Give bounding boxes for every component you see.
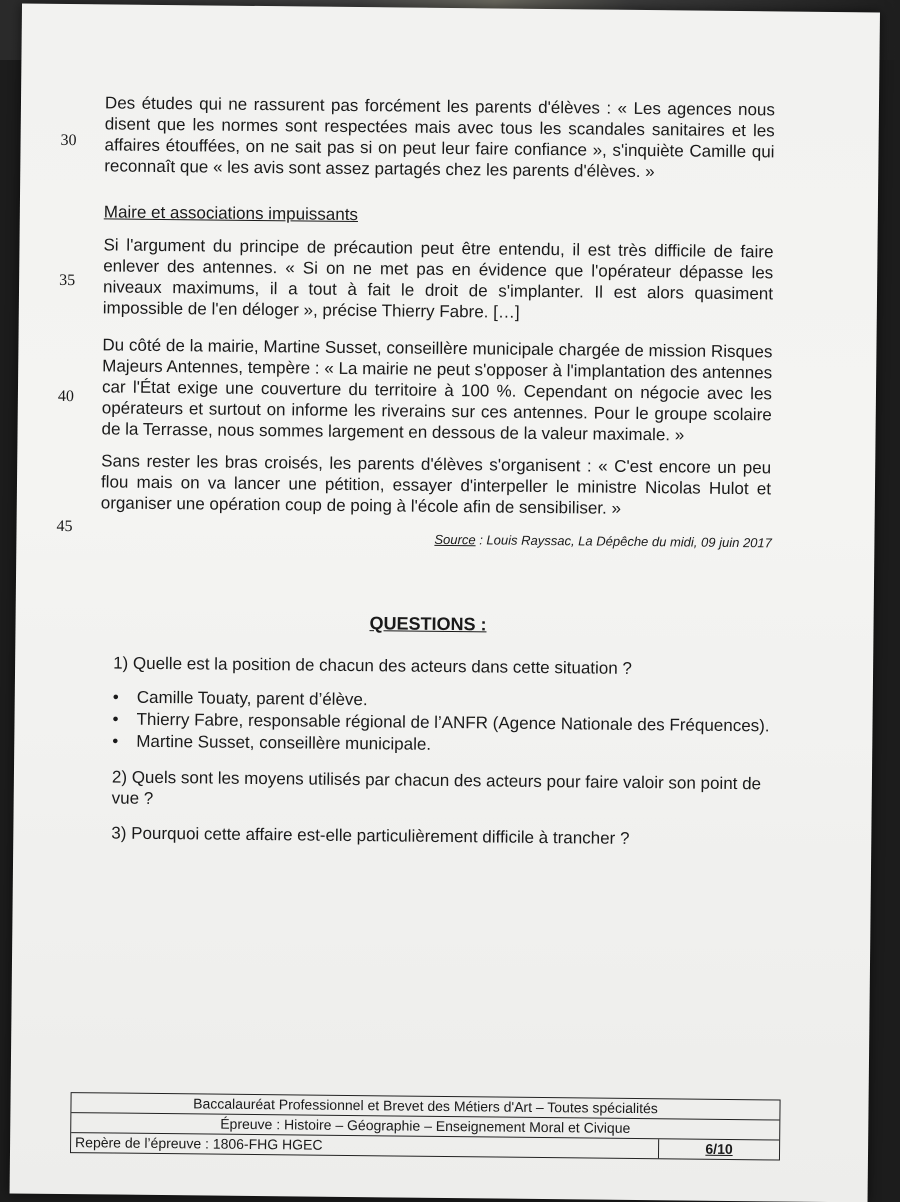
line-number: 30: [60, 131, 77, 150]
source-label: Source: [434, 531, 476, 548]
source-citation: [434, 532, 772, 551]
bullet-icon: •: [112, 687, 119, 707]
footer-epreuve: Épreuve : Histoire – Géographie – Enseignement Moral et Civique: [71, 1113, 779, 1140]
questions-heading: QUESTIONS :: [369, 613, 487, 635]
list-item: [112, 730, 431, 754]
list-item: [113, 686, 368, 710]
line-number: 35: [59, 271, 76, 290]
actor-thierry: Thierry Fabre, responsable régional de l’ANFR (Agence Nationale des Fréquences).: [136, 709, 770, 736]
line-number: 40: [57, 387, 74, 406]
paragraph-parents: Sans rester les bras croisés, les parents d'élèves s'organisent : « C'est encore un peu flou mais on va lancer une pétition, essayer d'interpeller le ministre Nicolas Hulot et organiser une opération coup de poing à l'école afin de sensibiliser. »: [100, 451, 772, 518]
line-number: 45: [56, 517, 73, 536]
source-text: : Louis Rayssac, La Dépêche du midi, 09 juin 2017: [475, 532, 772, 551]
question-3: 3) Pourquoi cette affaire est-elle particulièrement difficile à trancher ?: [111, 823, 630, 848]
exam-footer-table: [70, 1092, 781, 1160]
paragraph-precaution: Si l'argument du principe de précaution peut être entendu, il est très difficile de faire enlever des antennes. « Si on ne met pas en évidence que l'opérateur dépasse les niveaux maximums, il a tout à fait le droit de s'implanter. Il est alors quasiment impossible de l'en déloger », précise Thierry Fabre. […]: [102, 235, 774, 322]
document-page: [10, 4, 880, 1202]
bullet-icon: •: [112, 731, 119, 751]
actor-camille: Camille Touaty, parent d’élève.: [136, 687, 368, 710]
question-1: 1) Quelle est la position de chacun des acteurs dans cette situation ?: [113, 653, 633, 678]
actor-martine: Martine Susset, conseillère municipale.: [136, 731, 432, 754]
question-2: 2) Quels sont les moyens utilisés par chacun des acteurs pour faire valoir son point de vue ?: [111, 767, 762, 808]
section-subheading: Maire et associations impuissants: [103, 202, 359, 225]
footer-exam-title: Baccalauréat Professionnel et Brevet des Métiers d'Art – Toutes spécialités: [71, 1093, 779, 1120]
paragraph-mairie: Du côté de la mairie, Martine Susset, conseillère municipale chargée de mission Risques Majeurs Antennes, tempère : « La mairie ne peut s'opposer à l'implantation des antennes car l'État exige une couverture du territoire à 100 %. Cependant on négocie avec les opérateurs et surtout on informe les riverains sur ces antennes. Pour le groupe scolaire de la Terrasse, nous sommes largement en dessous de la valeur maximale. »: [101, 335, 773, 445]
footer-page-number: 6/10: [705, 1140, 733, 1158]
bullet-icon: •: [112, 709, 119, 729]
footer-reference: Repère de l’épreuve : 1806-FHG HGEC: [71, 1133, 659, 1158]
paragraph-studies: Des études qui ne rassurent pas forcément les parents d'élèves : « Les agences nous disent que les normes sont respectées mais avec tous les scandales sanitaires et les affaires étouffées, on ne sait pas si on peut leur faire confiance », s'inquiète Camille qui reconnaît que « les avis sont assez partagés chez les parents d'élèves. »: [104, 93, 776, 182]
